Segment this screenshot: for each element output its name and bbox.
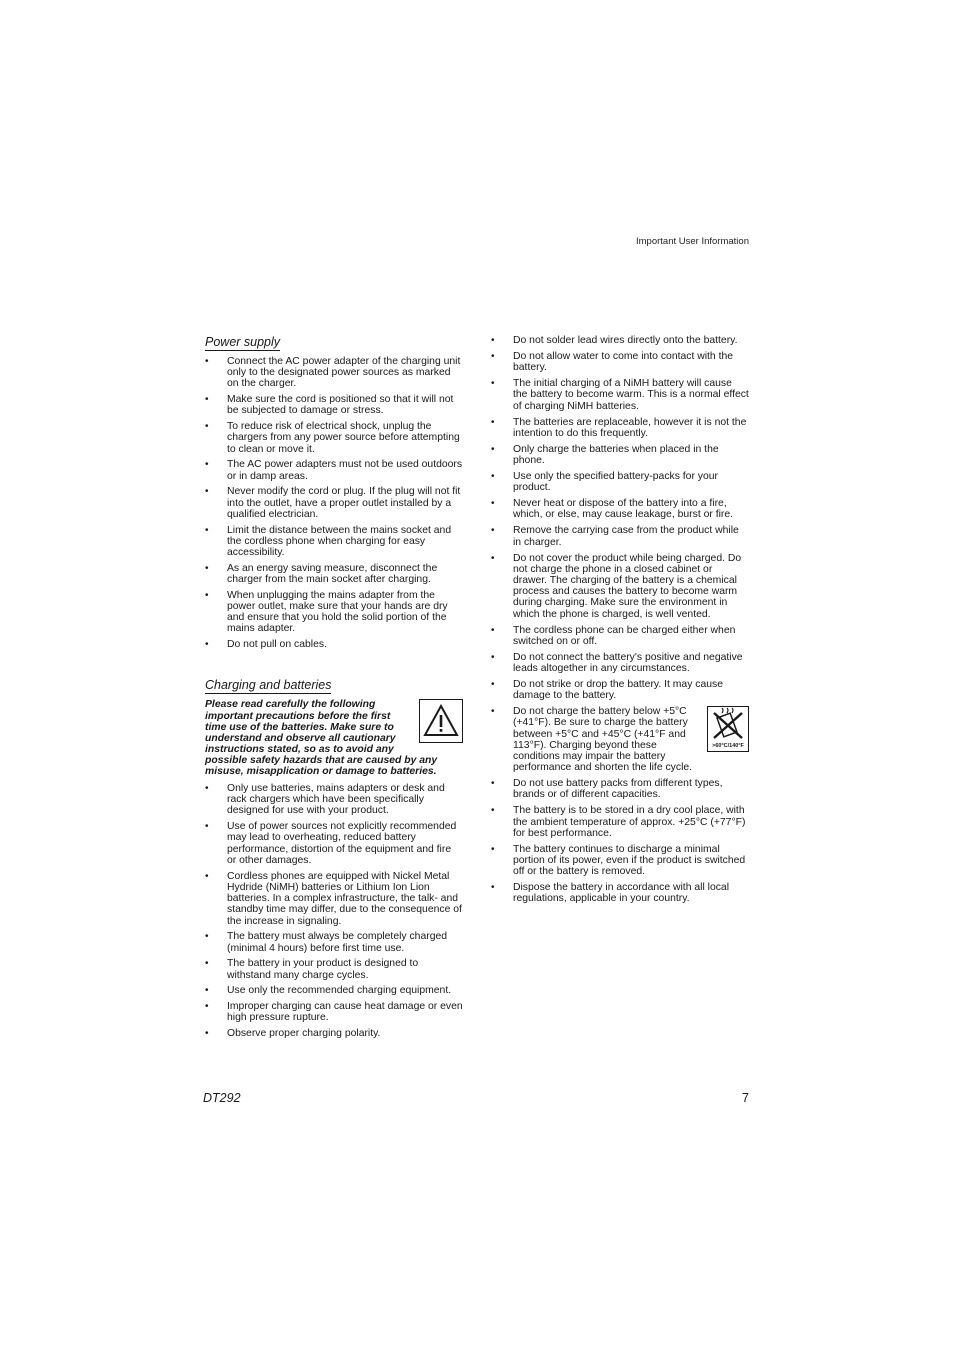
list-item: • Never heat or dispose of the battery into a fire, which, or else, may cause leakage, burst or fire. (491, 498, 749, 520)
right-column (491, 335, 749, 909)
list-item: • Never modify the cord or plug. If the plug will not fit into the outlet, have a proper outlet installed by a qualified electrician. (205, 486, 463, 520)
list-item: • Cordless phones are equipped with Nickel Metal Hydride (NiMH) batteries or Lithium Ion Lion batteries. In a complex infrastructure, the talk- and standby time may differ, due to the consequence of the increase in signaling. (205, 871, 463, 927)
list-item: • The battery in your product is designed to withstand many charge cycles. (205, 958, 463, 980)
list-item: • Dispose the battery in accordance with all local regulations, applicable in your country. (491, 882, 749, 904)
list-item: • The batteries are replaceable, however it is not the intention to do this frequently. (491, 417, 749, 439)
list-item: • Do not pull on cables. (205, 639, 463, 650)
list-item: • Do not strike or drop the battery. It may cause damage to the battery. (491, 679, 749, 701)
list-item: • Observe proper charging polarity. (205, 1028, 463, 1039)
list-item: • Improper charging can cause heat damage or even high pressure rupture. (205, 1001, 463, 1023)
temperature-list (491, 706, 749, 773)
charging-intro: Please read carefully the following important precautions before the first time use of the batteries. Make sure to understand and observe all cautionary instructions stated, so as to avoid any possible safety hazards that are caused by any misuse, misapplication or damage to batteries. (205, 699, 438, 777)
charging-right-list-continued (491, 778, 749, 904)
list-item: • Connect the AC power adapter of the charging unit only to the designated power sources as marked on the charger. (205, 356, 463, 390)
list-item: • Only use batteries, mains adapters or desk and rack chargers which have been specifically designed for use with your product. (205, 783, 463, 817)
list-item: • Use of power sources not explicitly recommended may lead to overheating, reduced battery performance, distortion of the equipment and fire or other damages. (205, 821, 463, 866)
list-item: • Remove the carrying case from the product while in charger. (491, 525, 749, 547)
list-item: • To reduce risk of electrical shock, unplug the chargers from any power source before attempting to clean or move it. (205, 421, 463, 455)
temperature-limit-label: • >60°C/140°F (712, 743, 744, 750)
list-item: • The battery continues to discharge a minimal portion of its power, even if the product is switched off or the battery is removed. (491, 844, 749, 878)
charging-right-list (491, 335, 749, 701)
list-item-temperature (491, 706, 749, 773)
temperature-text: Do not charge the battery below +5°C (+41°F). Be sure to charge the battery between +5°C and +45°C (+41°F and 113°F). Charging beyond these conditions may impair the battery performance and shorten the life cycle. (513, 706, 693, 774)
list-item: • Limit the distance between the mains socket and the cordless phone when charging for easy accessibility. (205, 525, 463, 559)
footer-model: DT292 (203, 1091, 241, 1105)
charging-left-list (205, 783, 463, 1039)
list-item: • Only charge the batteries when placed in the phone. (491, 444, 749, 466)
list-item: • Do not allow water to come into contact with the battery. (491, 351, 749, 373)
list-item: • Make sure the cord is positioned so that it will not be subjected to damage or stress. (205, 394, 463, 416)
battery-cross-svg (708, 707, 748, 741)
list-item: • Do not use battery packs from different types, brands or of different capacities. (491, 778, 749, 800)
list-item: • Use only the recommended charging equipment. (205, 985, 463, 996)
list-item: • Do not solder lead wires directly onto the battery. (491, 335, 749, 346)
charging-section (205, 678, 463, 1039)
warning-triangle-icon (419, 699, 463, 743)
list-item: • The cordless phone can be charged either when switched on or off. (491, 625, 749, 647)
charging-intro-block (205, 699, 463, 777)
no-heat-battery-icon (707, 706, 749, 752)
list-item: • As an energy saving measure, disconnect the charger from the main socket after charging. (205, 563, 463, 585)
list-item: • Do not connect the battery's positive and negative leads altogether in any circumstances. (491, 652, 749, 674)
left-column (205, 335, 463, 1044)
power-supply-list (205, 356, 463, 650)
list-item: • When unplugging the mains adapter from the power outlet, make sure that your hands are dry and ensure that you hold the solid portion of the mains adapter. (205, 590, 463, 635)
running-header: Important User Information (636, 236, 749, 247)
charging-title: Charging and batteries (205, 678, 332, 693)
page-number: 7 (742, 1091, 749, 1105)
list-item: • The AC power adapters must not be used outdoors or in damp areas. (205, 459, 463, 481)
list-item: • Do not cover the product while being charged. Do not charge the phone in a closed cabinet or drawer. The charging of the battery is a chemical process and causes the battery to become warm during charging. Make sure the environment in which the phone is charged, is well vented. (491, 553, 749, 620)
warning-triangle-svg (423, 704, 459, 738)
list-item: • The initial charging of a NiMH battery will cause the battery to become warm. This is a normal effect of charging NiMH batteries. (491, 378, 749, 412)
list-item: • The battery is to be stored in a dry cool place, with the ambient temperature of approx. +25°C (+77°F) for best performance. (491, 805, 749, 839)
list-item: • The battery must always be completely charged (minimal 4 hours) before first time use. (205, 931, 463, 953)
list-item: • Use only the specified battery-packs for your product. (491, 471, 749, 493)
power-supply-title: Power supply (205, 335, 281, 349)
